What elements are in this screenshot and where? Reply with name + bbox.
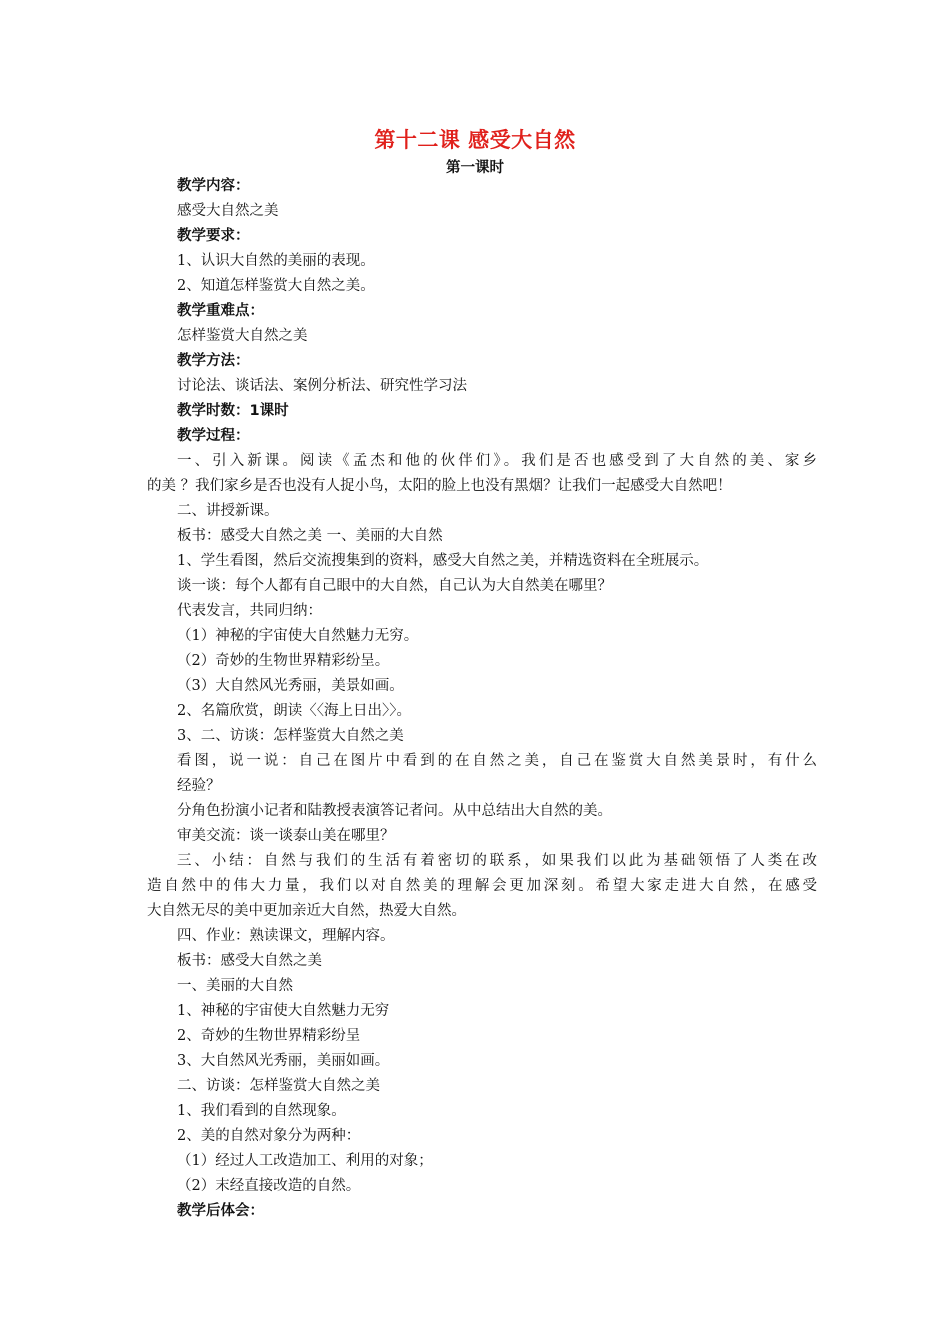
document-body	[147, 174, 817, 1224]
paragraph-line: 四、作业：熟读课文，理解内容。	[177, 928, 395, 944]
paragraph-line: 2、知道怎样鉴赏大自然之美。	[177, 278, 375, 294]
section-heading: 教学重难点：	[177, 303, 264, 319]
paragraph-line: 审美交流：谈一谈泰山美在哪里？	[177, 828, 395, 844]
paragraph-line: 感受大自然之美	[177, 203, 279, 219]
paragraph-line: 的美 ？我们家乡是否也没有人捉小鸟，太阳的脸上也没有黑烟？让我们一起感受大自然吧！	[147, 478, 732, 494]
section-heading: 教学要求：	[177, 228, 250, 244]
paragraph-line: 二、讲授新课。	[177, 503, 279, 519]
paragraph-line: 1、学生看图，然后交流搜集到的资料，感受大自然之美，并精选资料在全班展示。	[177, 553, 709, 569]
paragraph-line: 代表发言，共同归纳：	[177, 603, 322, 619]
paragraph-line: 经验？	[177, 778, 221, 794]
paragraph-line: 2、美的自然对象分为两种：	[177, 1128, 361, 1144]
lesson-title: 第十二课 感受大自然	[374, 128, 576, 152]
paragraph-line: 1、认识大自然的美丽的表现。	[177, 253, 375, 269]
paragraph-line: 板书：感受大自然之美 一、美丽的大自然	[177, 528, 443, 544]
paragraph-line: 三、小结：自然与我们的生活有着密切的联系，如果我们以此为基础领悟了人类在改	[177, 853, 817, 869]
paragraph-line: （1）经过人工改造加工、利用的对象；	[177, 1153, 433, 1169]
lesson-subtitle: 第一课时	[446, 160, 504, 176]
paragraph-line: 造自然中的伟大力量，我们以对自然美的理解会更加深刻。希望大家走进大自然，在感受	[147, 878, 817, 894]
paragraph-line: 2、名篇欣赏，朗读〈〈海上日出〉〉。	[177, 703, 411, 719]
paragraph-line: 1、我们看到的自然现象。	[177, 1103, 346, 1119]
paragraph-line: 3、二、访谈：怎样鉴赏大自然之美	[177, 728, 404, 744]
section-heading: 教学方法：	[177, 353, 250, 369]
section-heading: 教学内容：	[177, 178, 250, 194]
paragraph-line: 分角色扮演小记者和陆教授表演答记者问。从中总结出大自然的美。	[177, 803, 612, 819]
section-heading: 教学后体会：	[177, 1203, 264, 1219]
paragraph-line: （2）末经直接改造的自然。	[177, 1178, 361, 1194]
paragraph-line: 一、引入新课。阅读《孟杰和他的伙伴们》。我们是否也感受到了大自然的美、家乡	[177, 453, 817, 469]
paragraph-line: （2）奇妙的生物世界精彩纷呈。	[177, 653, 390, 669]
paragraph-line: 怎样鉴赏大自然之美	[177, 328, 308, 344]
section-heading: 教学时数：1课时	[177, 403, 289, 419]
paragraph-line: 一、美丽的大自然	[177, 978, 293, 994]
paragraph-line: （1）神秘的宇宙使大自然魅力无穷。	[177, 628, 419, 644]
paragraph-line: 板书：感受大自然之美	[177, 953, 322, 969]
paragraph-line: 3、大自然风光秀丽，美丽如画。	[177, 1053, 390, 1069]
section-heading: 教学过程：	[177, 428, 250, 444]
paragraph-line: 看图，说一说：自己在图片中看到的在自然之美，自己在鉴赏大自然美景时，有什么	[177, 753, 817, 769]
paragraph-line: 1、神秘的宇宙使大自然魅力无穷	[177, 1003, 390, 1019]
paragraph-line: 讨论法、谈话法、案例分析法、研究性学习法	[177, 378, 467, 394]
paragraph-line: 2、奇妙的生物世界精彩纷呈	[177, 1028, 361, 1044]
paragraph-line: 大自然无尽的美中更加亲近大自然，热爱大自然。	[147, 903, 466, 919]
paragraph-line: （3）大自然风光秀丽，美景如画。	[177, 678, 404, 694]
paragraph-line: 谈一谈：每个人都有自己眼中的大自然，自己认为大自然美在哪里？	[177, 578, 612, 594]
paragraph-line: 二、访谈：怎样鉴赏大自然之美	[177, 1078, 380, 1094]
